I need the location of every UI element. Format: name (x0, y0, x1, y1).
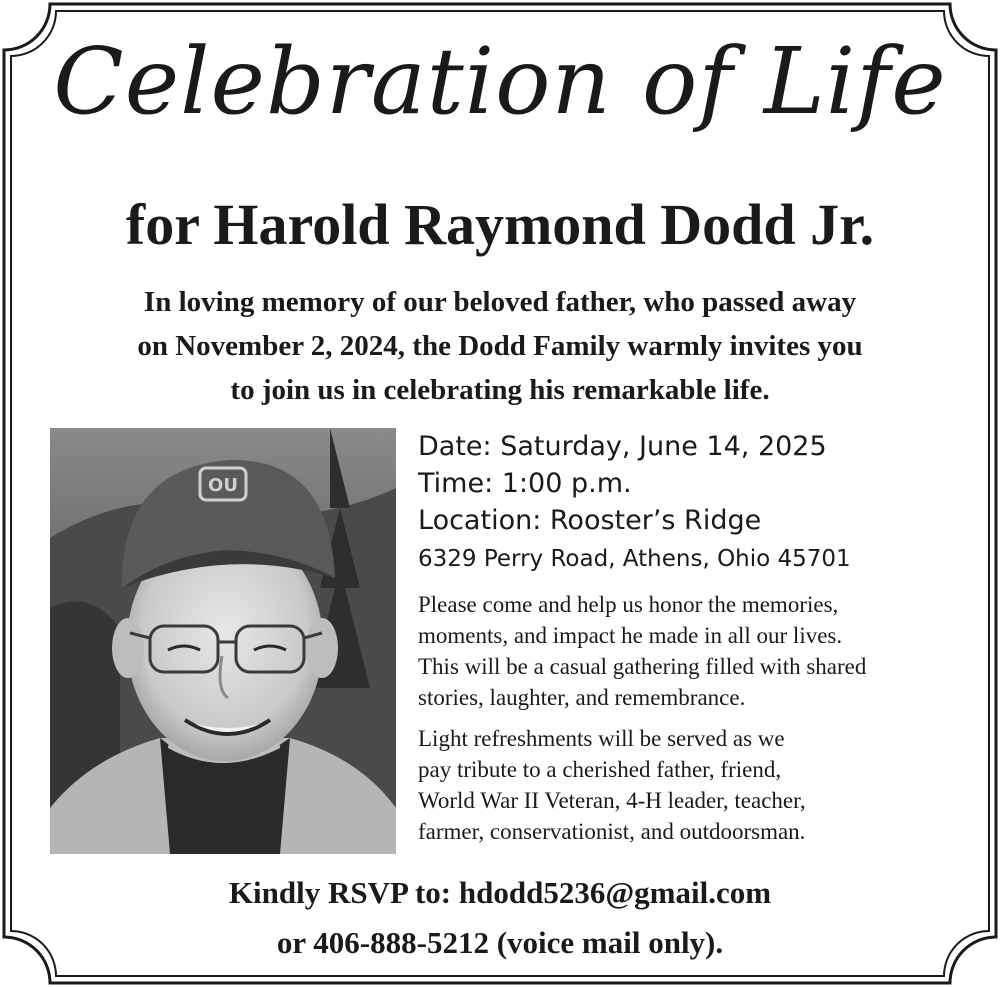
paragraph-line: Light refreshments will be served as we (418, 726, 785, 751)
rsvp-info (0, 868, 1000, 968)
cap-logo-text: OU (208, 475, 238, 496)
paragraph-line: stories, laughter, and remembrance. (418, 685, 746, 710)
event-address: 6329 Perry Road, Athens, Ohio 45701 (418, 546, 851, 572)
paragraph-line: pay tribute to a cherished father, friend, (418, 757, 782, 782)
event-date: Date: Saturday, June 14, 2025 (418, 431, 827, 462)
refreshments-paragraph (418, 723, 958, 847)
rsvp-phone-line: or 406-888-5212 (voice mail only). (276, 925, 724, 960)
invitation-paragraph (418, 589, 958, 713)
intro-line: In loving memory of our beloved father, who passed away (143, 286, 857, 318)
portrait-photo (50, 428, 396, 854)
honoree-name: for Harold Raymond Dodd Jr. (125, 192, 875, 257)
event-details (418, 428, 958, 847)
intro-paragraph (60, 280, 940, 412)
paragraph-line: farmer, conservationist, and outdoorsman. (418, 819, 806, 844)
paragraph-line: This will be a casual gathering filled with shared (418, 654, 867, 679)
event-time: Time: 1:00 p.m. (418, 468, 632, 499)
paragraph-line: Please come and help us honor the memories, (418, 592, 839, 617)
rsvp-email-line: Kindly RSVP to: hdodd5236@gmail.com (228, 875, 772, 910)
paragraph-line: World War II Veteran, 4-H leader, teacher, (418, 788, 806, 813)
event-location: Location: Rooster’s Ridge (418, 505, 762, 536)
page-title: Celebration of Life (53, 28, 947, 135)
intro-line: to join us in celebrating his remarkable life. (230, 374, 770, 406)
paragraph-line: moments, and impact he made in all our lives. (418, 623, 843, 648)
intro-line: on November 2, 2024, the Dodd Family warmly invites you (137, 330, 863, 362)
